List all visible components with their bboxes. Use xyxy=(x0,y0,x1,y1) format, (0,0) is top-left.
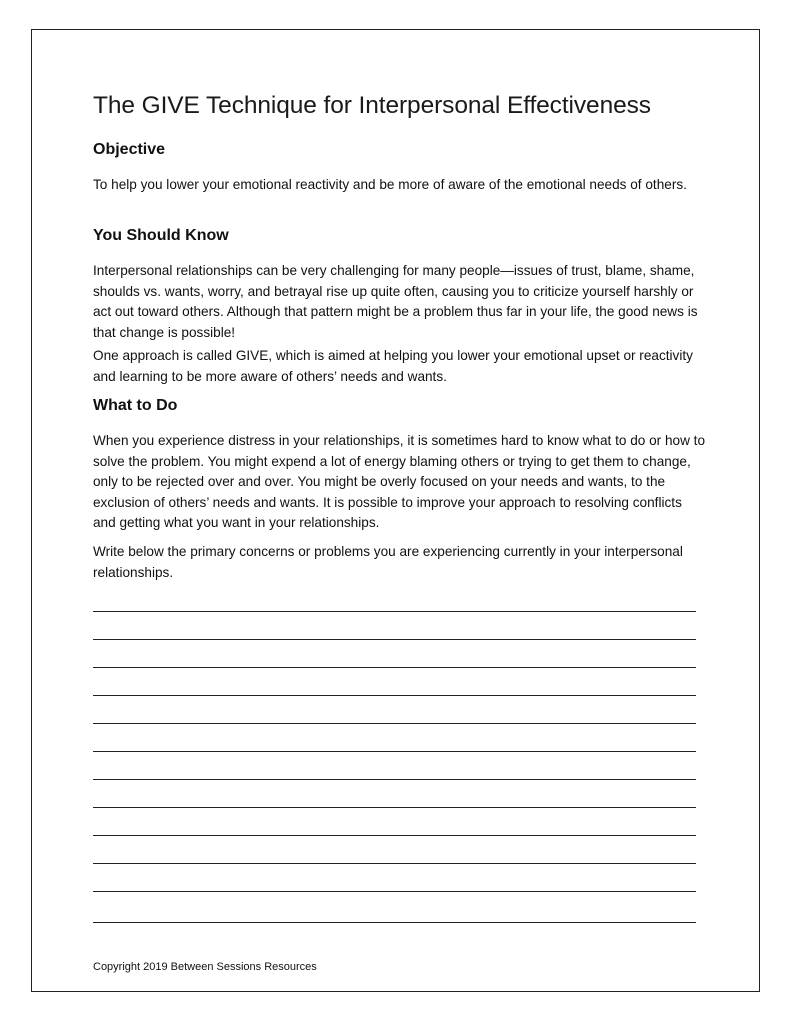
document-title: The GIVE Technique for Interpersonal Effectiveness xyxy=(93,92,651,119)
writing-line[interactable] xyxy=(93,611,696,612)
writing-line[interactable] xyxy=(93,723,696,724)
writing-line[interactable] xyxy=(93,863,696,864)
writing-line[interactable] xyxy=(93,751,696,752)
you-should-know-paragraph-1: Interpersonal relationships can be very challenging for many people—issues of trust, blame, shame, shoulds vs. wants, worry, and betrayal rise up quite often, causing you to criticize yourself harshly or act out toward others. Although that pattern might be a problem thus far in your life, the good news is that change is possible! xyxy=(93,263,698,340)
writing-line[interactable] xyxy=(93,891,696,892)
copyright-footer: Copyright 2019 Between Sessions Resources xyxy=(93,961,317,973)
what-to-do-paragraph-1: When you experience distress in your relationships, it is sometimes hard to know what to do or how to solve the problem. You might expend a lot of energy blaming others or trying to get them to change, only to be rejected over and over. You might be overly focused on your needs and wants, to the exclusion of others’ needs and wants. It is possible to improve your approach to resolving conflicts and getting what you want in your relationships. xyxy=(93,433,706,530)
writing-line[interactable] xyxy=(93,779,696,780)
you-should-know-paragraph-2: One approach is called GIVE, which is aimed at helping you lower your emotional upset or reactivity and learning to be more aware of others’ needs and wants. xyxy=(93,348,693,384)
what-to-do-heading: What to Do xyxy=(93,397,178,414)
writing-line[interactable] xyxy=(93,922,696,923)
objective-text: To help you lower your emotional reactivity and be more of aware of the emotional needs of others. xyxy=(93,177,687,192)
writing-line[interactable] xyxy=(93,807,696,808)
writing-line[interactable] xyxy=(93,639,696,640)
writing-line[interactable] xyxy=(93,835,696,836)
you-should-know-heading: You Should Know xyxy=(93,227,229,244)
writing-line[interactable] xyxy=(93,667,696,668)
what-to-do-instructions: Write below the primary concerns or problems you are experiencing currently in your interpersonal relationships. xyxy=(93,544,683,580)
objective-heading: Objective xyxy=(93,141,166,158)
writing-line[interactable] xyxy=(93,695,696,696)
